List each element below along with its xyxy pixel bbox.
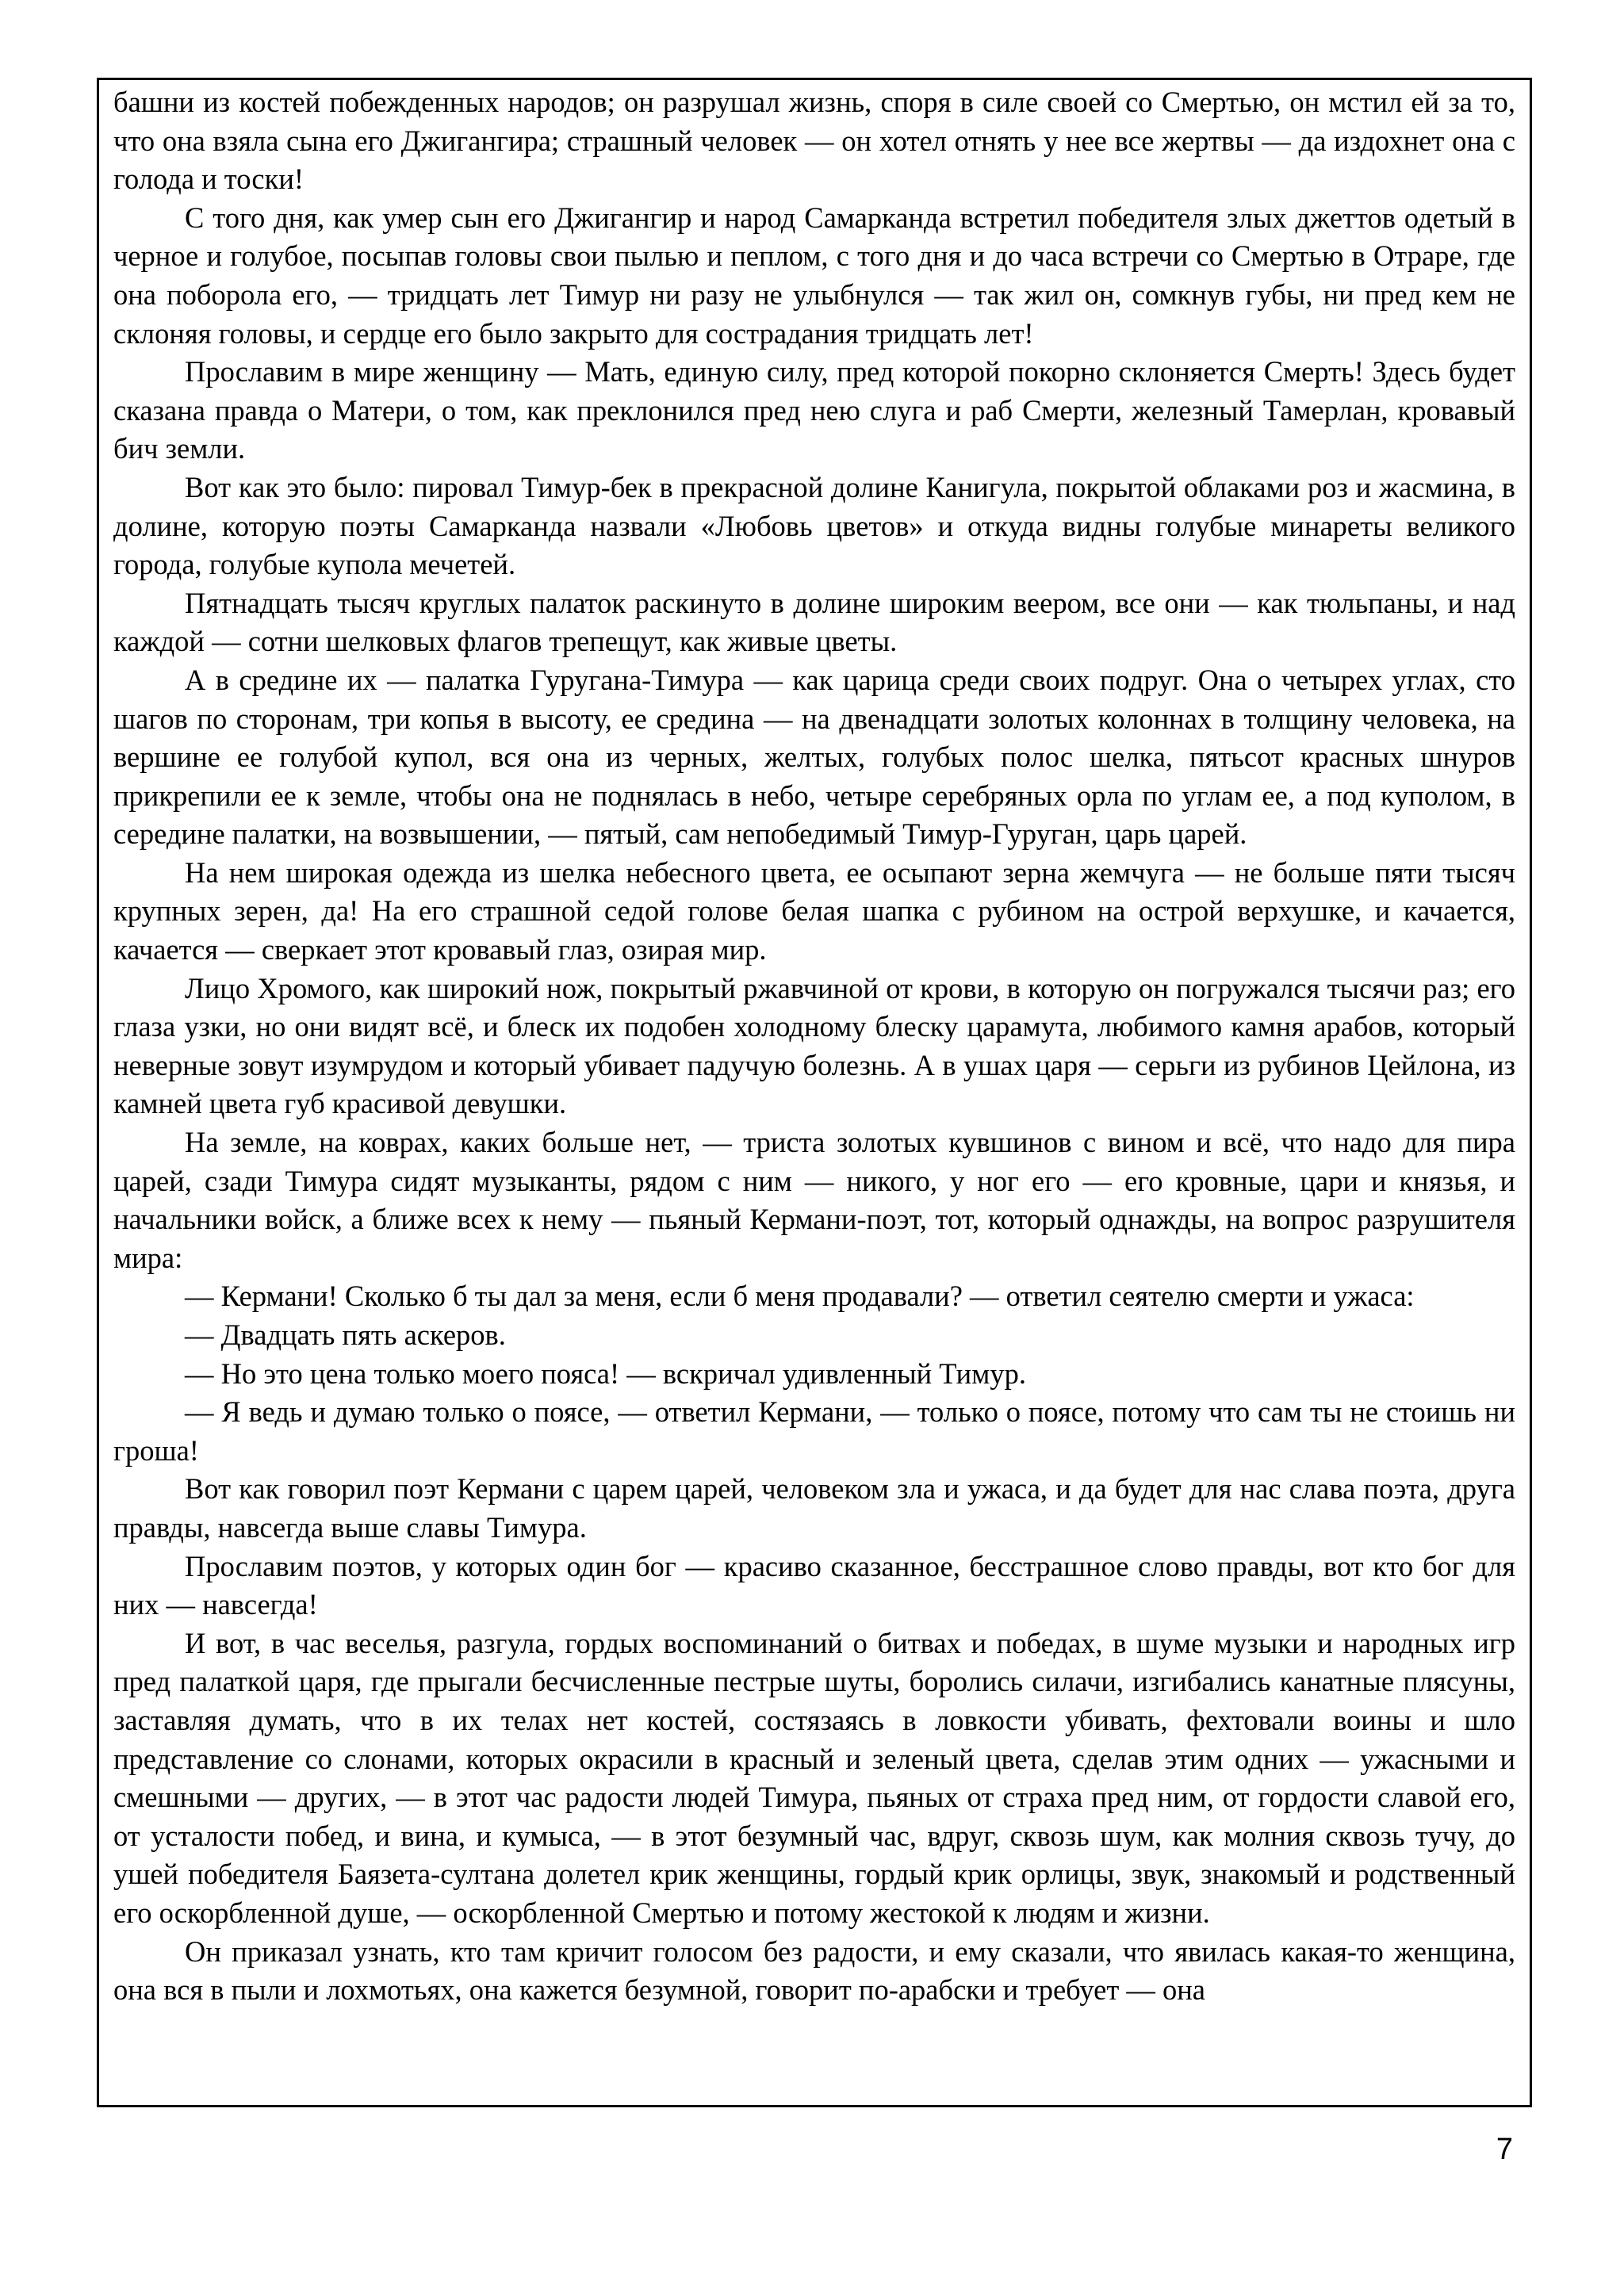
paragraph: На нем широкая одежда из шелка небесного цвета, ее осыпают зерна жемчуга — не больше пяти тысяч крупных зерен, да! На его страшной седой голове белая шапка с рубином на острой верхушке, и качается, качается — сверкает этот кровавый глаз, озирая мир.: [113, 855, 1515, 966]
paragraph: башни из костей побежденных народов; он разрушал жизнь, споря в силе своей со Смертью, он мстил ей за то, что она взяла сына его Джигангира; страшный человек — он хотел отнять у нее все жертвы — да издохнет она с голода и тоски!: [113, 86, 1515, 196]
paragraph: Прославим в мире женщину — Мать, единую силу, пред которой покорно склоняется Смерть! Здесь будет сказана правда о Матери, о том, как преклонился пред нею слуга и раб Смерти, железный Тамерлан, кровавый бич земли.: [113, 355, 1515, 465]
page-frame: [97, 78, 1532, 2107]
paragraph: Прославим поэтов, у которых один бог — красиво сказанное, бесстрашное слово правды, вот кто бог для них — навсегда!: [113, 1549, 1515, 1621]
dialogue-line: — Я ведь и думаю только о поясе, — ответил Кермани, — только о поясе, потому что сам ты не стоишь ни гроша!: [113, 1395, 1515, 1467]
dialogue-line: — Кермани! Сколько б ты дал за меня, если б меня продавали? — ответил сеятелю смерти и ужаса:: [185, 1280, 1415, 1313]
paragraph: На земле, на коврах, каких больше нет, — триста золотых кувшинов с вином и всё, что надо для пира царей, сзади Тимура сидят музыканты, рядом с ним — никого, у ног его — его кровные, цари и князья, и начальники войск, а ближе всех к нему — пьяный Кермани-поэт, тот, который однажды, на вопрос разрушителя мира:: [113, 1126, 1515, 1274]
dialogue-line: — Но это цена только моего пояса! — вскричал удивленный Тимур.: [185, 1357, 1026, 1390]
paragraph: А в средине их — палатка Гуругана-Тимура — как царица среди своих подруг. Она о четырех углах, сто шагов по сторонам, три копья в высоту, ее средина — на двенадцати золотых колоннах в толщину человека, на вершине ее голубой купол, вся она из черных, желтых, голубых полос шелка, пятьсот красных шнуров прикрепили ее к земле, чтобы она не поднялась в небо, четыре серебряных орла по углам ее, а под куполом, в середине палатки, на возвышении, — пятый, сам непобедимый Тимур-Гуруган, царь царей.: [113, 663, 1515, 851]
page-number: 7: [1496, 2133, 1513, 2166]
paragraph: Пятнадцать тысяч круглых палаток раскинуто в долине широким веером, все они — как тюльпаны, и над каждой — сотни шелковых флагов трепещут, как живые цветы.: [113, 586, 1515, 658]
paragraph: Лицо Хромого, как широкий нож, покрытый ржавчиной от крови, в которую он погружался тысячи раз; его глаза узки, но они видят всё, и блеск их подобен холодному блеску царамута, любимого камня арабов, который неверные зовут изумрудом и который убивает падучую болезнь. А в ушах царя — серьги из рубинов Цейлона, из камней цвета губ красивой девушки.: [113, 971, 1515, 1120]
paragraph: И вот, в час веселья, разгула, гордых воспоминаний о битвах и победах, в шуме музыки и народных игр пред палаткой царя, где прыгали бесчисленные пестрые шуты, боролись силачи, изгибались канатные плясуны, заставляя думать, что в их телах нет костей, состязаясь в ловкости убивать, фехтовали воины и шло представление со слонами, которых окрасили в красный и зеленый цвета, сделав этим одних — ужасными и смешными — других, — в этот час радости людей Тимура, пьяных от страха пред ним, от гордости славой его, от усталости побед, и вина, и кумыса, — в этот безумный час, вдруг, сквозь шум, как молния сквозь тучу, до ушей победителя Баязета-султана долетел крик женщины, гордый крик орлицы, звук, знакомый и родственный его оскорбленной душе, — оскорбленной Смертью и потому жестокой к людям и жизни.: [113, 1626, 1515, 1929]
document-body: [113, 83, 1515, 2010]
paragraph: С того дня, как умер сын его Джигангир и народ Самарканда встретил победителя злых джеттов одетый в черное и голубое, посыпав головы свои пылью и пеплом, с того дня и до часа встречи со Смертью в Отраре, где она поборола его, — тридцать лет Тимур ни разу не улыбнулся — так жил он, сомкнув губы, ни пред кем не склоняя головы, и сердце его было закрыто для сострадания тридцать лет!: [113, 201, 1515, 350]
paragraph: Вот как говорил поэт Кермани с царем царей, человеком зла и ужаса, и да будет для нас слава поэта, друга правды, навсегда выше славы Тимура.: [113, 1472, 1515, 1544]
paragraph: Вот как это было: пировал Тимур-бек в прекрасной долине Канигула, покрытой облаками роз и жасмина, в долине, которую поэты Самарканда назвали «Любовь цветов» и откуда видны голубые минареты великого города, голубые купола мечетей.: [113, 470, 1515, 581]
dialogue-line: — Двадцать пять аскеров.: [185, 1318, 506, 1351]
paragraph: Он приказал узнать, кто там кричит голосом без радости, и ему сказали, что явилась какая-то женщина, она вся в пыли и лохмотьях, она кажется безумной, говорит по-арабски и требует — она: [113, 1934, 1515, 2007]
